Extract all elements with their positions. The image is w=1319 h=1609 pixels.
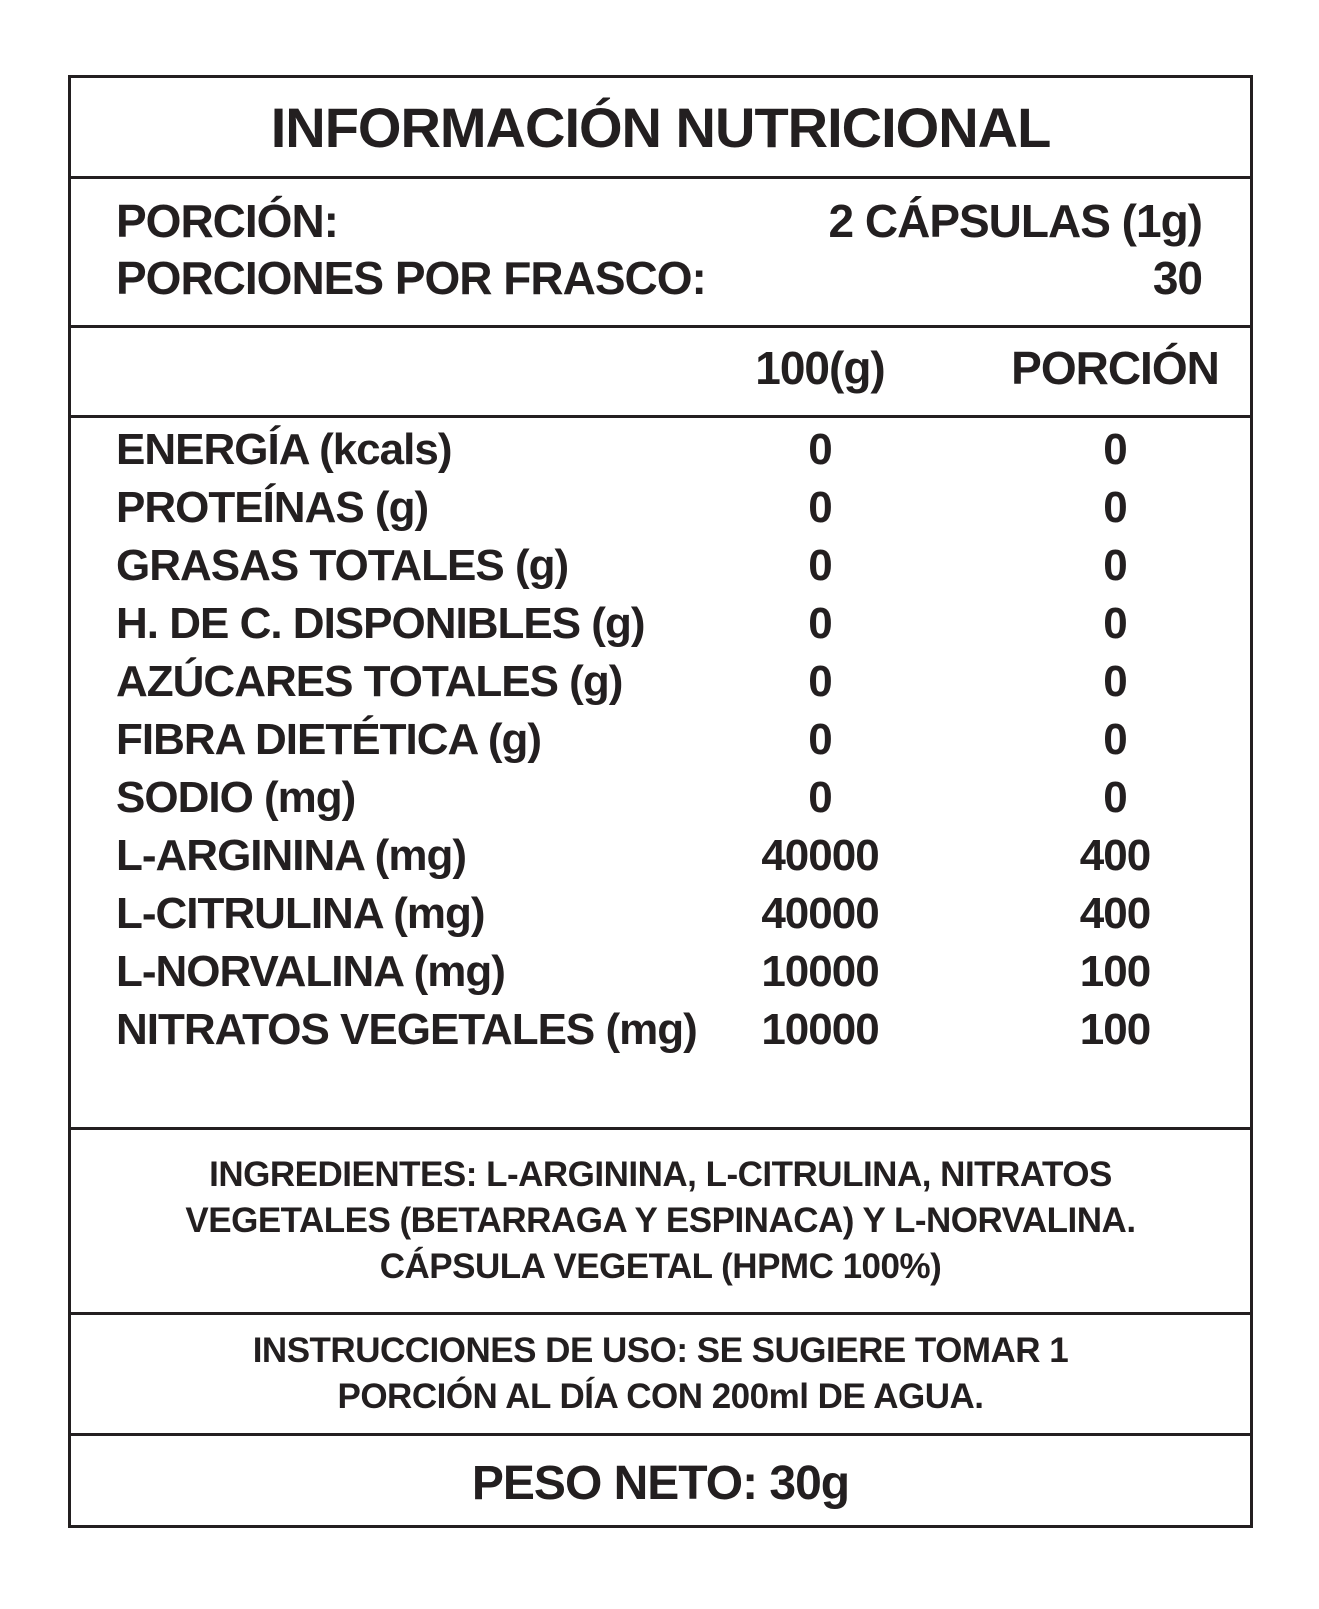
servings-per-container-label: PORCIONES POR FRASCO: [116,252,706,304]
table-row [116,421,1225,479]
nutrient-per-portion: 100 [1079,1005,1151,1054]
table-row [116,827,1225,885]
nutrient-per-100g: 0 [808,599,832,648]
nutrient-per-portion: 0 [1103,715,1127,764]
nutrient-name: AZÚCARES TOTALES (g) [116,657,623,706]
nutrient-name: L-CITRULINA (mg) [116,889,485,938]
nutrient-per-portion: 0 [1103,773,1127,822]
instructions-line: PORCIÓN AL DÍA CON 200ml DE AGUA. [337,1377,984,1416]
nutrient-per-100g: 0 [808,425,832,474]
panel-title-section [71,78,1250,179]
nutrient-per-100g: 40000 [761,889,879,938]
nutrient-per-100g: 0 [808,773,832,822]
nutrients-table [71,418,1250,1130]
ingredients-line: INGREDIENTES: L-ARGININA, L-CITRULINA, NITRATOS [209,1155,1112,1194]
table-row [116,1001,1225,1059]
nutrient-name: PROTEÍNAS (g) [116,483,429,532]
servings-per-container-value: 30 [1152,252,1202,304]
nutrient-per-portion: 0 [1103,425,1127,474]
nutrient-name: GRASAS TOTALES (g) [116,541,569,590]
column-header-row [71,328,1250,418]
nutrient-per-100g: 0 [808,715,832,764]
table-row [116,479,1225,537]
servings-per-container-row [116,250,1202,307]
column-header-per-100g: 100(g) [755,341,885,394]
serving-section [71,179,1250,328]
nutrient-per-portion: 0 [1103,541,1127,590]
nutrient-name: FIBRA DIETÉTICA (g) [116,715,542,764]
ingredients-line: VEGETALES (BETARRAGA Y ESPINACA) Y L-NORVALINA. [185,1201,1136,1240]
ingredients-line: CÁPSULA VEGETAL (HPMC 100%) [379,1247,942,1286]
nutrient-name: SODIO (mg) [116,773,356,822]
net-weight-value: PESO NETO: 30g [471,1457,850,1510]
instructions-line: INSTRUCCIONES DE USO: SE SUGIERE TOMAR 1 [252,1331,1069,1370]
nutrient-per-portion: 0 [1103,599,1127,648]
table-row [116,943,1225,1001]
column-header-per-portion: PORCIÓN [1011,341,1219,394]
nutrition-facts-panel [68,75,1253,1528]
net-weight-section [71,1436,1250,1531]
nutrient-per-100g: 0 [808,657,832,706]
nutrient-per-portion: 100 [1079,947,1151,996]
nutrient-per-portion: 400 [1079,831,1151,880]
nutrient-per-portion: 0 [1103,657,1127,706]
nutrient-per-portion: 0 [1103,483,1127,532]
nutrient-per-100g: 10000 [761,947,879,996]
nutrient-per-portion: 400 [1079,889,1151,938]
table-row [116,769,1225,827]
serving-size-value: 2 CÁPSULAS (1g) [828,195,1202,247]
serving-size-label: PORCIÓN: [116,195,338,247]
serving-size-row [116,193,1202,250]
nutrient-per-100g: 40000 [761,831,879,880]
nutrient-per-100g: 10000 [761,1005,879,1054]
nutrient-name: NITRATOS VEGETALES (mg) [116,1005,697,1054]
nutrient-per-100g: 0 [808,541,832,590]
table-row [116,653,1225,711]
table-row [116,595,1225,653]
table-row [116,885,1225,943]
table-row [116,537,1225,595]
nutrient-per-100g: 0 [808,483,832,532]
nutrient-name: H. DE C. DISPONIBLES (g) [116,599,645,648]
nutrient-name: ENERGÍA (kcals) [116,425,452,474]
nutrient-name: L-NORVALINA (mg) [116,947,505,996]
panel-title: INFORMACIÓN NUTRICIONAL [270,95,1051,159]
table-row [116,711,1225,769]
instructions-section [71,1315,1250,1436]
ingredients-section [71,1130,1250,1315]
nutrient-name: L-ARGININA (mg) [116,831,466,880]
